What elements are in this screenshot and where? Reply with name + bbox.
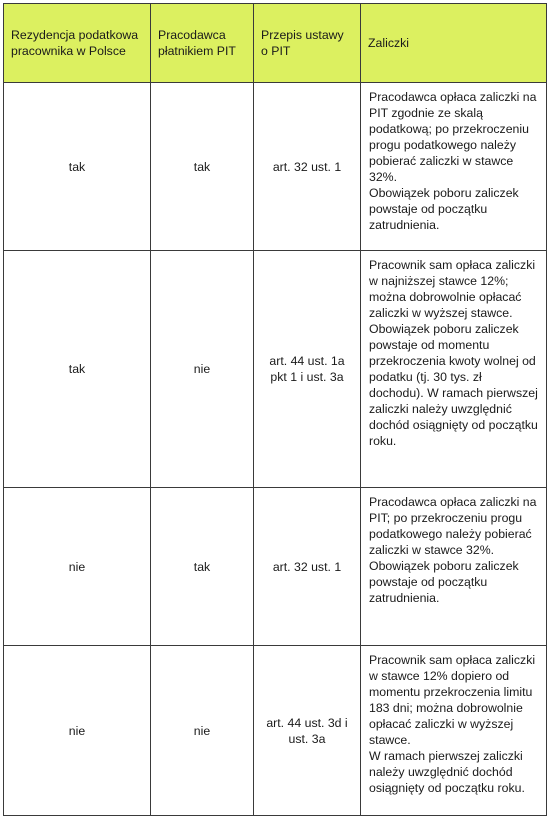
cell-advances xyxy=(361,488,547,646)
cell-provision: art. 44 ust. 1a pkt 1 i ust. 3a xyxy=(254,251,361,488)
tax-table-container xyxy=(3,3,547,816)
header-provision: Przepis ustawy o PIT xyxy=(254,4,361,83)
pit-advances-table xyxy=(3,3,547,816)
cell-residency: nie xyxy=(4,646,151,816)
header-advances: Zaliczki xyxy=(361,4,547,83)
advances-paragraph: Obowiązek poboru zaliczek powstaje od początku zatrudnienia. xyxy=(369,559,519,605)
advances-paragraph: W ramach pierwszej zaliczki należy uwzględnić dochód osiągnięty od początku roku. xyxy=(369,749,525,795)
table-row xyxy=(4,251,547,488)
advances-paragraph: Pracownik sam opłaca zaliczki w stawce 12% dopiero od momentu przekroczenia limitu 183 dni; można dobrowolnie opłacać zaliczki w wyższej stawce. xyxy=(369,653,536,747)
advances-paragraph: Pracodawca opłaca zaliczki na PIT; po przekroczeniu progu podatkowego należy pobierać zaliczki w stawce 32%. xyxy=(369,495,537,557)
cell-residency: tak xyxy=(4,251,151,488)
advances-paragraph: Obowiązek poboru zaliczek powstaje od momentu przekroczenia kwoty wolnej od podatku (tj. 30 tys. zł dochodu). W ramach pierwszej zaliczki należy uwzględnić dochód osiągnięty od początku roku. xyxy=(369,322,538,448)
header-residency: Rezydencja podatkowa pracownika w Polsce xyxy=(4,4,151,83)
cell-advances xyxy=(361,251,547,488)
cell-provision: art. 44 ust. 3d i ust. 3a xyxy=(254,646,361,816)
cell-employer-payer: nie xyxy=(151,646,254,816)
table-row xyxy=(4,646,547,816)
cell-residency: nie xyxy=(4,488,151,646)
advances-paragraph: Pracodawca opłaca zaliczki na PIT zgodnie ze skalą podatkową; po przekroczeniu progu podatkowego należy pobierać zaliczki w stawce 32%. xyxy=(369,90,537,184)
cell-provision: art. 32 ust. 1 xyxy=(254,488,361,646)
table-header-row xyxy=(4,4,547,83)
table-row xyxy=(4,83,547,251)
advances-paragraph: Obowiązek poboru zaliczek powstaje od początku zatrudnienia. xyxy=(369,186,519,232)
advances-paragraph: Pracownik sam opłaca zaliczki w najniższej stawce 12%; można dobrowolnie opłacać zaliczki w wyższej stawce. xyxy=(369,258,536,320)
cell-advances xyxy=(361,646,547,816)
cell-employer-payer: nie xyxy=(151,251,254,488)
cell-employer-payer: tak xyxy=(151,488,254,646)
header-employer-payer: Pracodawca płatnikiem PIT xyxy=(151,4,254,83)
table-row xyxy=(4,488,547,646)
cell-advances xyxy=(361,83,547,251)
cell-provision: art. 32 ust. 1 xyxy=(254,83,361,251)
cell-residency: tak xyxy=(4,83,151,251)
cell-employer-payer: tak xyxy=(151,83,254,251)
